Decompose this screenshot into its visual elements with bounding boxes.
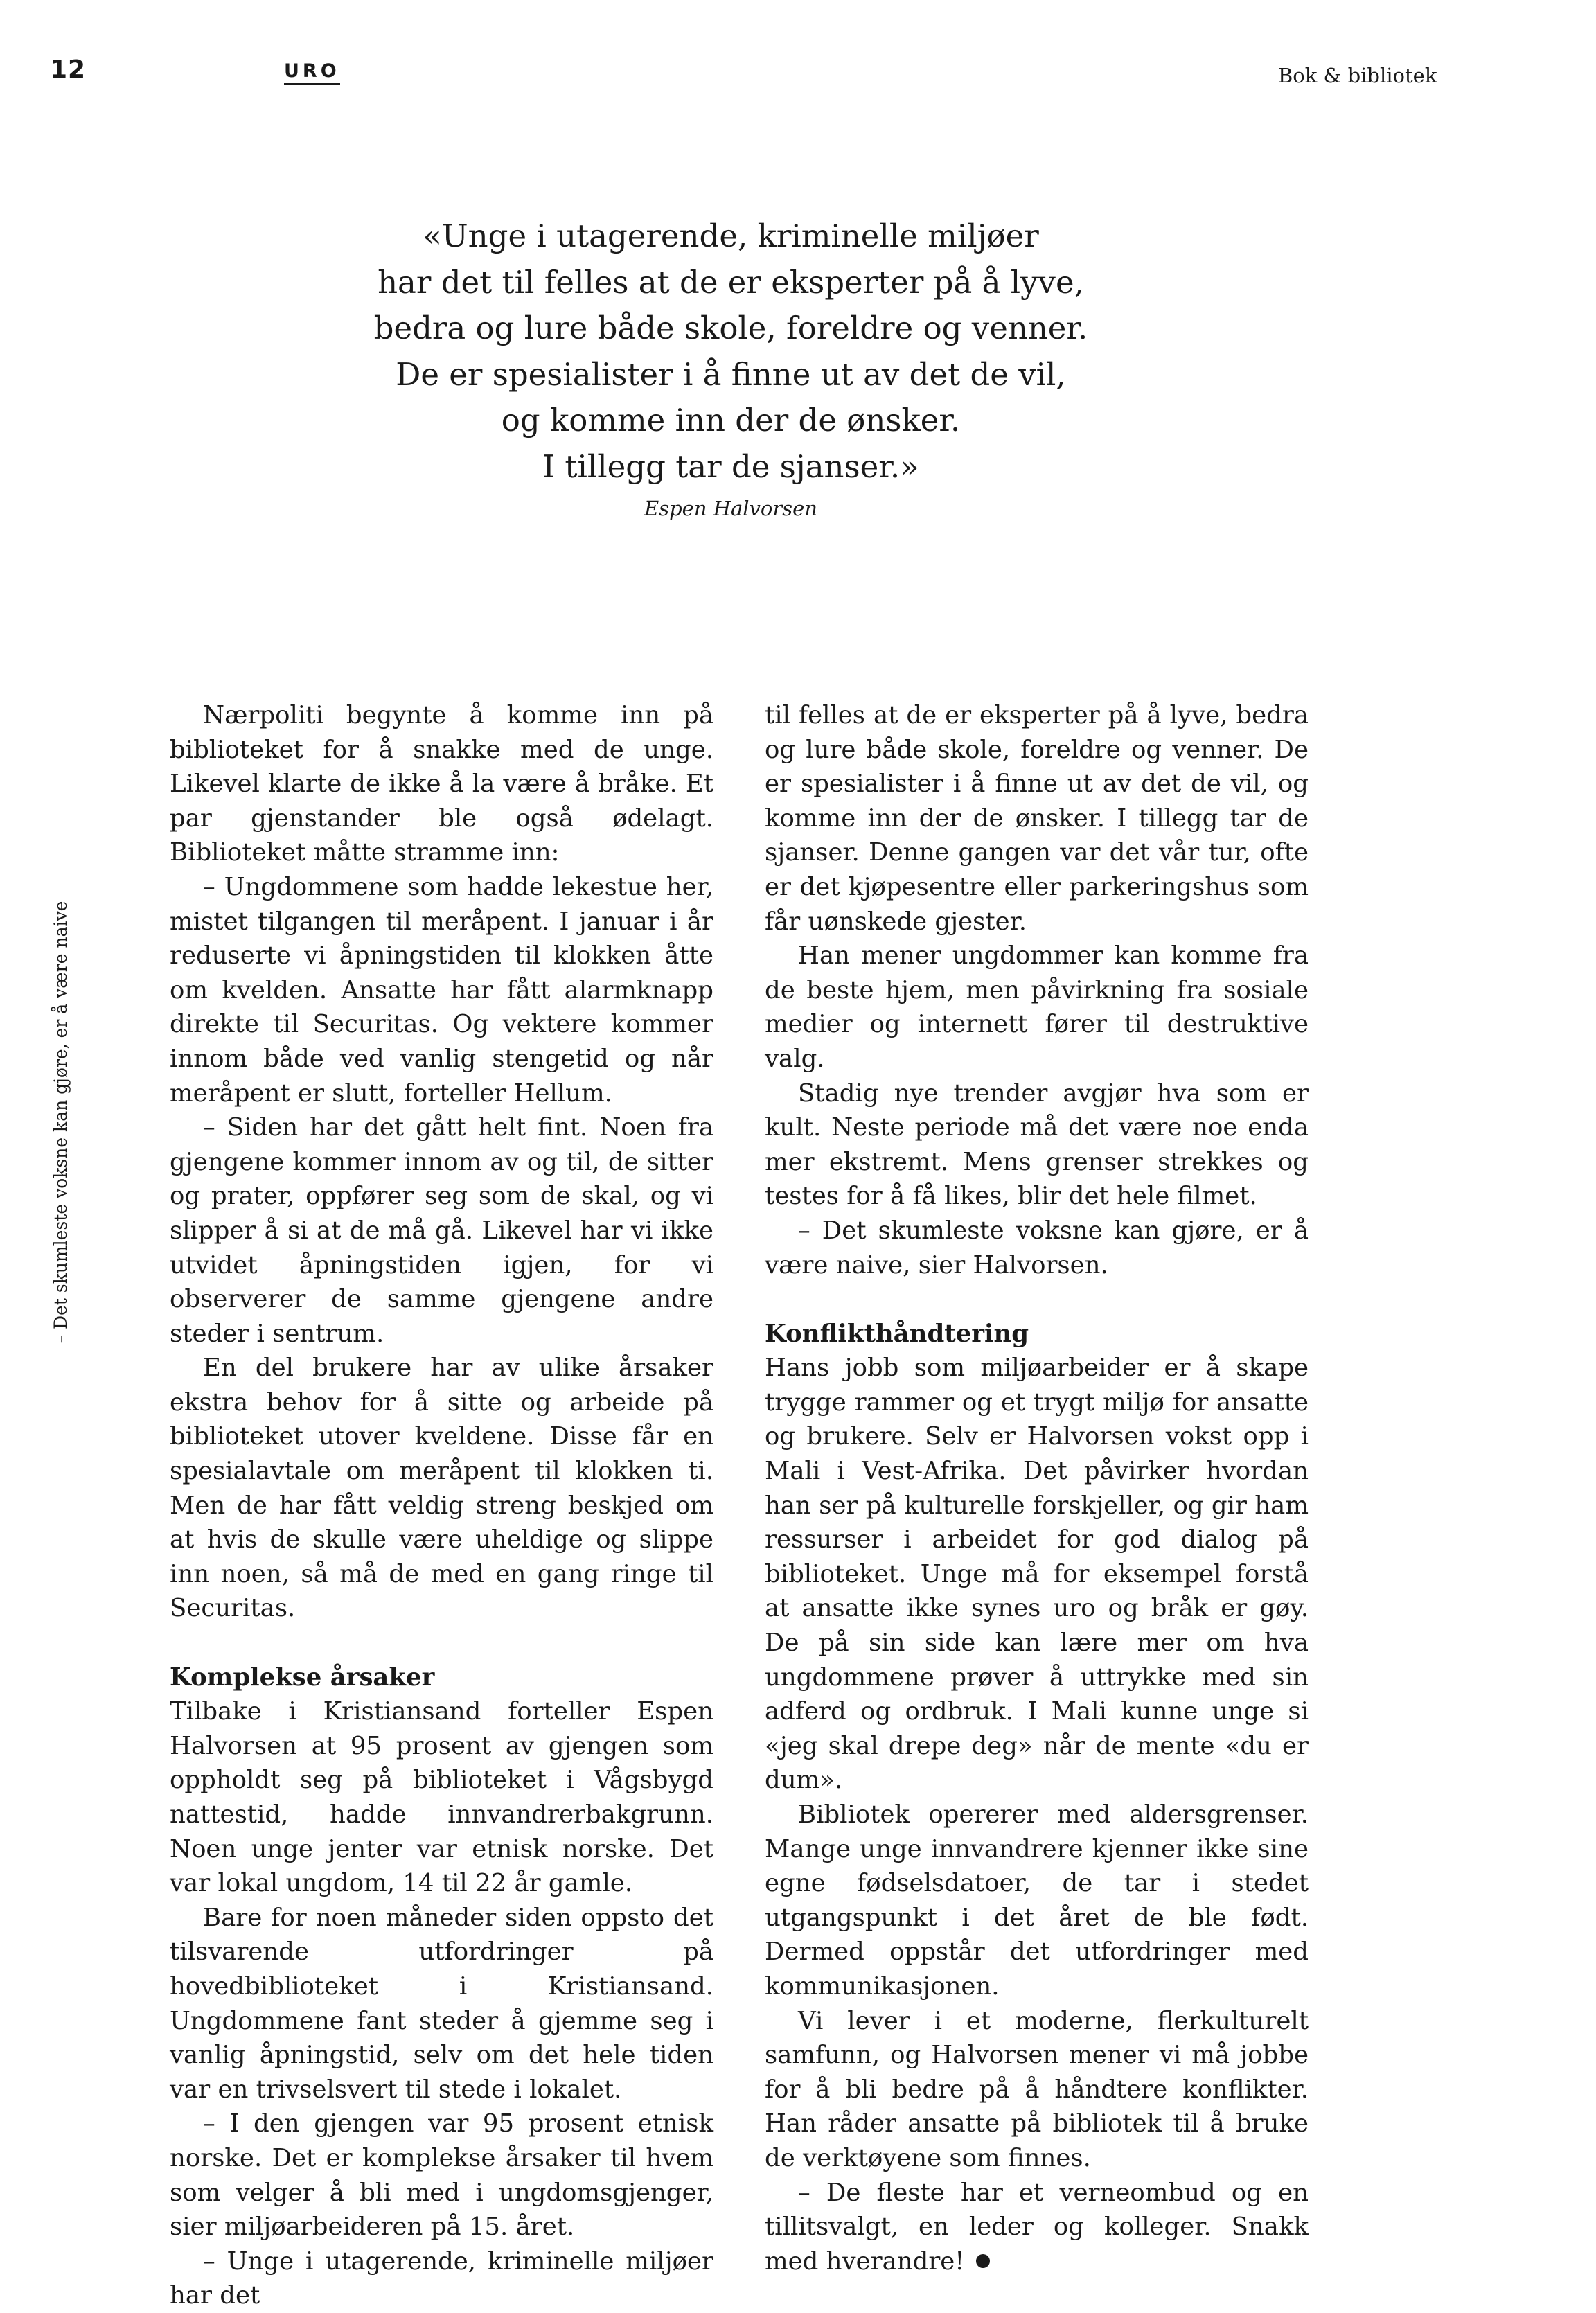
pull-quote [319, 213, 1143, 520]
pull-quote-line: De er spesialister i å finne ut av det de vil, [396, 355, 1066, 393]
article-paragraph: Bare for noen måneder siden oppsto det tilsvarende utfordringer på hovedbiblioteket i Kristiansand. Ungdommene fant steder å gjemme seg i vanlig åpningstid, selv om det hele tiden var en trivselsvert til stede i lokalet. [170, 1903, 713, 2104]
publication-title: Bok & bibliotek [1278, 64, 1437, 87]
article-paragraph: Bibliotek opererer med aldersgrenser. Mange unge innvandrere kjenner ikke sine egne fødselsdatoer, de tar i stedet utgangspunkt i det året de ble født. Dermed oppstår det utfordringer med kommunikasjonen. [765, 1800, 1309, 2001]
article-column-right [765, 698, 1309, 2278]
article-paragraph [765, 2176, 1309, 2279]
article-paragraph: Stadig nye trender avgjør hva som er kult. Neste periode må det være noe enda mer ekstremt. Mens grenser strekkes og testes for å få likes, blir det hele filmet. [765, 1079, 1309, 1211]
article-paragraph: Tilbake i Kristiansand forteller Espen Halvorsen at 95 prosent av gjengen som oppholdt seg på biblioteket i Vågsbygd nattestid, hadde innvandrerbakgrunn. Noen unge jenter var etnisk norske. Det var lokal ungdom, 14 til 22 år gamle. [170, 1697, 713, 1898]
pull-quote-line: «Unge i utagerende, kriminelle miljøer [423, 218, 1039, 254]
article-paragraph: Nærpoliti begynte å komme inn på biblioteket for å snakke med de unge. Likevel klarte de ikke å la være å bråke. Et par gjenstander ble også ødelagt. Biblioteket måtte stramme inn: [170, 701, 713, 867]
subheading: Komplekse årsaker [170, 1663, 435, 1692]
article-paragraph: – Det skumleste voksne kan gjøre, er å være naive, sier Halvorsen. [765, 1216, 1309, 1279]
subheading: Konflikthåndtering [765, 1319, 1029, 1348]
article-paragraph: Vi lever i et moderne, flerkulturelt samfunn, og Halvorsen mener vi må jobbe for å bli bedre på å håndtere konflikter. Han råder ansatte på bibliotek til å bruke de verktøyene som finnes. [765, 2006, 1309, 2172]
article-paragraph: – Ungdommene som hadde lekestue her, mistet tilgangen til meråpent. I januar i år reduserte vi åpningstiden til klokken åtte om kvelden. Ansatte har fått alarmknapp direkte til Securitas. Og vektere kommer innom både ved vanlig stengetid og når meråpent er slutt, forteller Hellum. [170, 872, 713, 1108]
pull-quote-line: bedra og lure både skole, foreldre og venner. [373, 310, 1088, 346]
article-paragraph: Han mener ungdommer kan komme fra de beste hjem, men påvirkning fra sosiale medier og internett fører til destruktive valg. [765, 941, 1309, 1073]
pull-quote-line: I tillegg tar de sjanser.» [542, 447, 919, 485]
article-final-text: – De fleste har et verneombud og en tillitsvalgt, en leder og kolleger. Snakk med hverandre! [765, 2178, 1309, 2276]
article-paragraph: Hans jobb som miljøarbeider er å skape trygge rammer og et trygt miljø for ansatte og brukere. Selv er Halvorsen vokst opp i Mali i Vest-Afrika. Det påvirker hvordan han ser på kulturelle forskjeller, og gir ham ressurser i arbeidet for god dialog på biblioteket. Unge må for eksempel forstå at ansatte ikke synes uro og bråk er gøy. De på sin side kan lære mer om hva ungdommene prøver å uttrykke med sin adferd og ordbruk. I Mali kunne unge si «jeg skal drepe deg» når de mente «du er dum». [765, 1354, 1309, 1795]
article-paragraph: – Siden har det gått helt fint. Noen fra gjengene kommer innom av og til, de sitter og prater, oppfører seg som de skal, og vi slipper å si at de må gå. Likevel har vi ikke utvidet åpningstiden igjen, for vi observerer de samme gjengene andre steder i sentrum. [170, 1113, 713, 1348]
pull-quote-line: har det til felles at de er eksperter på å lyve, [378, 263, 1084, 301]
section-label: URO [284, 61, 340, 85]
article-paragraph: til felles at de er eksperter på å lyve, bedra og lure både skole, foreldre og venner. De er spesialister i å finne ut av det de vil, og komme inn der de ønsker. I tillegg tar de sjanser. Denne gangen var det vår tur, ofte er det kjøpesentre eller parkeringshus som får uønskede gjester. [765, 701, 1309, 936]
pull-quote-line: og komme inn der de ønsker. [501, 402, 961, 438]
article-column-left [170, 698, 713, 2313]
end-mark-icon [976, 2254, 990, 2268]
article-paragraph: – Unge i utagerende, kriminelle miljøer har det [170, 2246, 713, 2310]
side-quote: – Det skumleste voksne kan gjøre, er å være naive [51, 901, 71, 1344]
article-paragraph: En del brukere har av ulike årsaker ekstra behov for å sitte og arbeide på biblioteket utover kveldene. Disse får en spesialavtale om meråpent til klokken ti. Men de har fått veldig streng beskjed om at hvis de skulle være uheldige og slippe inn noen, så må de med en gang ringe til Securitas. [170, 1354, 713, 1623]
article-paragraph: – I den gjengen var 95 prosent etnisk norske. Det er komplekse årsaker til hvem som velger å bli med i ungdomsgjenger, sier miljøarbeideren på 15. året. [170, 2109, 713, 2242]
pull-quote-author: Espen Halvorsen [644, 497, 817, 520]
page-number: 12 [50, 55, 87, 84]
